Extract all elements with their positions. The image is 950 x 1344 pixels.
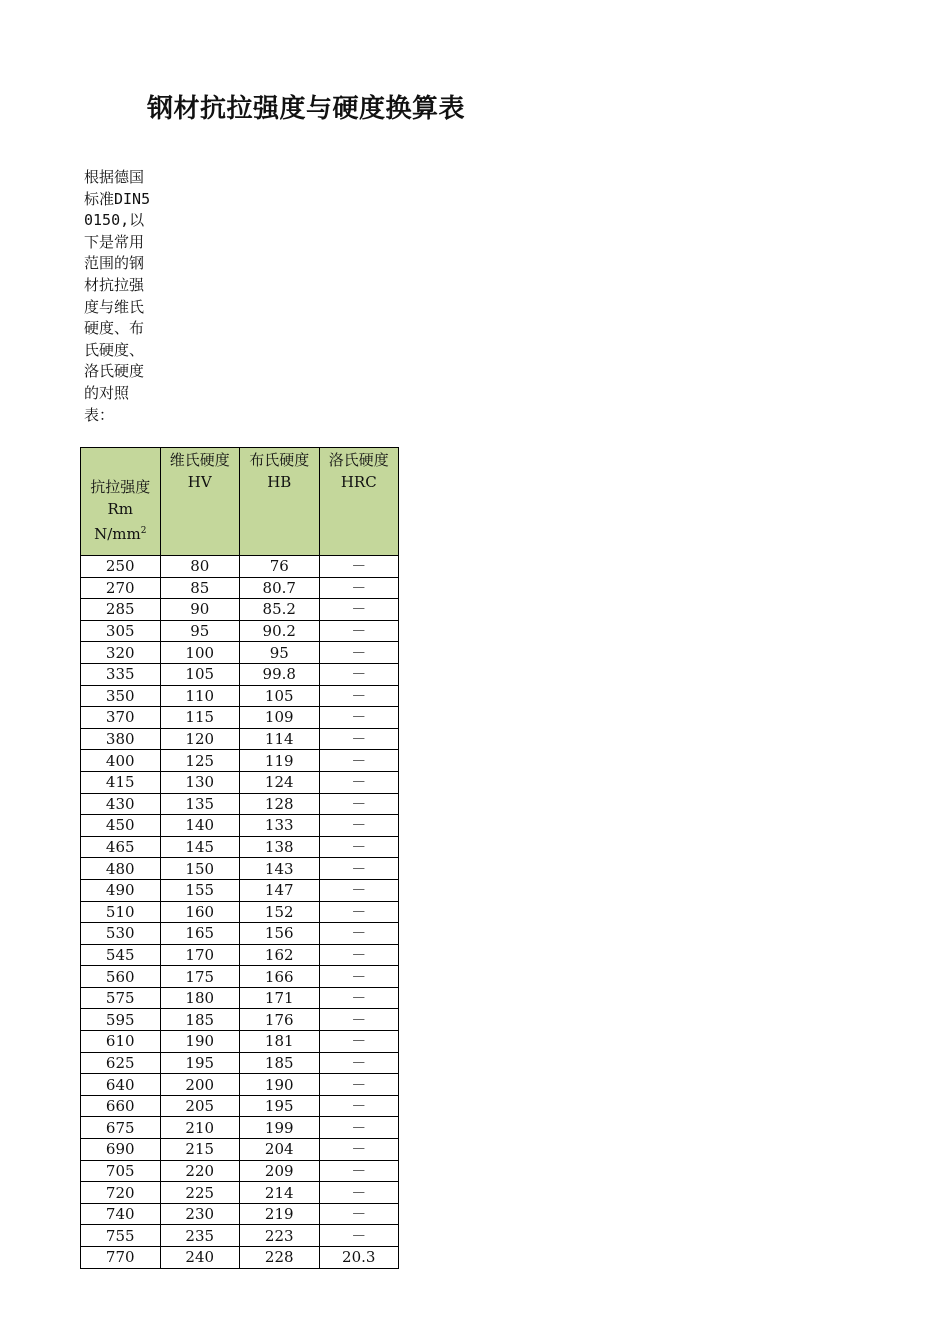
header-label: 维氏硬度 [169, 451, 230, 469]
cell-tensile-strength: 380 [81, 728, 161, 750]
cell-rockwell: － [319, 1074, 399, 1096]
hardness-conversion-table [80, 447, 399, 1269]
cell-brinell: 214 [240, 1182, 320, 1204]
cell-tensile-strength: 610 [81, 1031, 161, 1053]
table-row [81, 1009, 399, 1031]
cell-vickers: 90 [160, 599, 240, 621]
cell-vickers: 155 [160, 879, 240, 901]
table-row [81, 836, 399, 858]
table-row [81, 1095, 399, 1117]
cell-brinell: 176 [240, 1009, 320, 1031]
cell-rockwell: － [319, 750, 399, 772]
cell-tensile-strength: 560 [81, 966, 161, 988]
cell-tensile-strength: 770 [81, 1247, 161, 1269]
cell-rockwell: － [319, 858, 399, 880]
cell-rockwell: － [319, 815, 399, 837]
page-title: 钢材抗拉强度与硬度换算表 [147, 94, 466, 124]
table-row [81, 1203, 399, 1225]
cell-tensile-strength: 370 [81, 707, 161, 729]
cell-rockwell: － [319, 1031, 399, 1053]
cell-brinell: 190 [240, 1074, 320, 1096]
cell-tensile-strength: 690 [81, 1139, 161, 1161]
cell-vickers: 195 [160, 1052, 240, 1074]
cell-tensile-strength: 755 [81, 1225, 161, 1247]
cell-rockwell: － [319, 987, 399, 1009]
cell-rockwell: － [319, 707, 399, 729]
table-row [81, 685, 399, 707]
cell-brinell: 143 [240, 858, 320, 880]
cell-rockwell: － [319, 879, 399, 901]
cell-vickers: 190 [160, 1031, 240, 1053]
cell-rockwell: － [319, 1139, 399, 1161]
table-row [81, 1160, 399, 1182]
cell-tensile-strength: 530 [81, 923, 161, 945]
cell-tensile-strength: 270 [81, 577, 161, 599]
cell-rockwell: － [319, 1182, 399, 1204]
cell-tensile-strength: 740 [81, 1203, 161, 1225]
cell-tensile-strength: 285 [81, 599, 161, 621]
cell-vickers: 135 [160, 793, 240, 815]
cell-vickers: 230 [160, 1203, 240, 1225]
cell-vickers: 105 [160, 663, 240, 685]
cell-rockwell: － [319, 556, 399, 578]
cell-tensile-strength: 450 [81, 815, 161, 837]
cell-brinell: 147 [240, 879, 320, 901]
cell-vickers: 240 [160, 1247, 240, 1269]
table-header-row [81, 448, 399, 556]
cell-tensile-strength: 705 [81, 1160, 161, 1182]
cell-vickers: 145 [160, 836, 240, 858]
cell-tensile-strength: 720 [81, 1182, 161, 1204]
table-row [81, 663, 399, 685]
cell-vickers: 205 [160, 1095, 240, 1117]
cell-rockwell: － [319, 1009, 399, 1031]
table-row [81, 577, 399, 599]
cell-brinell: 219 [240, 1203, 320, 1225]
cell-brinell: 105 [240, 685, 320, 707]
header-symbol: HV [187, 473, 212, 491]
table-row [81, 620, 399, 642]
cell-vickers: 85 [160, 577, 240, 599]
cell-rockwell: － [319, 966, 399, 988]
cell-tensile-strength: 545 [81, 944, 161, 966]
cell-brinell: 185 [240, 1052, 320, 1074]
cell-brinell: 95 [240, 642, 320, 664]
cell-tensile-strength: 625 [81, 1052, 161, 1074]
header-symbol: Rm [107, 500, 134, 518]
cell-brinell: 119 [240, 750, 320, 772]
cell-vickers: 175 [160, 966, 240, 988]
cell-rockwell: － [319, 728, 399, 750]
cell-rockwell: － [319, 901, 399, 923]
table-row [81, 1117, 399, 1139]
cell-brinell: 109 [240, 707, 320, 729]
cell-vickers: 130 [160, 771, 240, 793]
table-row [81, 944, 399, 966]
cell-rockwell: － [319, 771, 399, 793]
header-symbol: HRC [340, 473, 377, 491]
cell-vickers: 95 [160, 620, 240, 642]
header-unit: $N/mm^2$ [94, 525, 147, 543]
cell-tensile-strength: 490 [81, 879, 161, 901]
table-row [81, 879, 399, 901]
cell-rockwell: － [319, 685, 399, 707]
cell-tensile-strength: 510 [81, 901, 161, 923]
cell-brinell: 162 [240, 944, 320, 966]
cell-rockwell: － [319, 663, 399, 685]
table-row [81, 1052, 399, 1074]
cell-tensile-strength: 400 [81, 750, 161, 772]
table-row [81, 556, 399, 578]
table-row [81, 923, 399, 945]
table-row [81, 858, 399, 880]
table-row [81, 1139, 399, 1161]
cell-brinell: 80.7 [240, 577, 320, 599]
cell-brinell: 181 [240, 1031, 320, 1053]
cell-brinell: 85.2 [240, 599, 320, 621]
cell-tensile-strength: 305 [81, 620, 161, 642]
cell-brinell: 76 [240, 556, 320, 578]
table-row [81, 901, 399, 923]
cell-brinell: 99.8 [240, 663, 320, 685]
cell-vickers: 140 [160, 815, 240, 837]
table-row [81, 707, 399, 729]
table-row [81, 1247, 399, 1269]
cell-brinell: 138 [240, 836, 320, 858]
cell-brinell: 195 [240, 1095, 320, 1117]
cell-vickers: 220 [160, 1160, 240, 1182]
cell-tensile-strength: 465 [81, 836, 161, 858]
cell-vickers: 165 [160, 923, 240, 945]
cell-rockwell: － [319, 944, 399, 966]
cell-brinell: 209 [240, 1160, 320, 1182]
cell-vickers: 125 [160, 750, 240, 772]
table-row [81, 966, 399, 988]
cell-tensile-strength: 575 [81, 987, 161, 1009]
table-row [81, 1031, 399, 1053]
table-row [81, 1182, 399, 1204]
cell-vickers: 170 [160, 944, 240, 966]
cell-vickers: 115 [160, 707, 240, 729]
cell-tensile-strength: 250 [81, 556, 161, 578]
cell-brinell: 90.2 [240, 620, 320, 642]
cell-vickers: 200 [160, 1074, 240, 1096]
cell-rockwell: － [319, 793, 399, 815]
cell-brinell: 124 [240, 771, 320, 793]
header-vickers [160, 448, 240, 556]
cell-vickers: 150 [160, 858, 240, 880]
cell-rockwell: － [319, 1160, 399, 1182]
cell-tensile-strength: 335 [81, 663, 161, 685]
cell-tensile-strength: 480 [81, 858, 161, 880]
cell-rockwell: － [319, 577, 399, 599]
header-rockwell [319, 448, 399, 556]
cell-rockwell: － [319, 923, 399, 945]
cell-vickers: 120 [160, 728, 240, 750]
cell-brinell: 114 [240, 728, 320, 750]
intro-text: 根据德国标准DIN50150,以下是常用范围的钢材抗拉强度与维氏硬度、布氏硬度、洛氏硬度的对照表： [84, 168, 151, 424]
cell-tensile-strength: 640 [81, 1074, 161, 1096]
cell-vickers: 185 [160, 1009, 240, 1031]
cell-brinell: 228 [240, 1247, 320, 1269]
cell-tensile-strength: 320 [81, 642, 161, 664]
cell-tensile-strength: 430 [81, 793, 161, 815]
cell-vickers: 225 [160, 1182, 240, 1204]
cell-rockwell: － [319, 620, 399, 642]
table-row [81, 771, 399, 793]
cell-vickers: 210 [160, 1117, 240, 1139]
cell-vickers: 215 [160, 1139, 240, 1161]
cell-brinell: 204 [240, 1139, 320, 1161]
cell-tensile-strength: 675 [81, 1117, 161, 1139]
cell-rockwell: － [319, 1225, 399, 1247]
cell-vickers: 110 [160, 685, 240, 707]
cell-brinell: 199 [240, 1117, 320, 1139]
cell-rockwell: － [319, 836, 399, 858]
cell-brinell: 133 [240, 815, 320, 837]
cell-vickers: 80 [160, 556, 240, 578]
cell-brinell: 152 [240, 901, 320, 923]
cell-rockwell: － [319, 642, 399, 664]
cell-brinell: 166 [240, 966, 320, 988]
cell-rockwell: － [319, 1117, 399, 1139]
cell-tensile-strength: 415 [81, 771, 161, 793]
cell-rockwell: － [319, 599, 399, 621]
cell-brinell: 171 [240, 987, 320, 1009]
table-row [81, 987, 399, 1009]
cell-vickers: 180 [160, 987, 240, 1009]
cell-tensile-strength: 660 [81, 1095, 161, 1117]
table-row [81, 728, 399, 750]
table-row [81, 1074, 399, 1096]
table-row [81, 750, 399, 772]
header-brinell [240, 448, 320, 556]
table-row [81, 599, 399, 621]
header-label: 抗拉强度 [90, 478, 151, 496]
cell-tensile-strength: 350 [81, 685, 161, 707]
cell-brinell: 128 [240, 793, 320, 815]
header-symbol: HB [267, 473, 292, 491]
cell-vickers: 100 [160, 642, 240, 664]
cell-rockwell: 20.3 [319, 1247, 399, 1269]
cell-rockwell: － [319, 1052, 399, 1074]
table-row [81, 1225, 399, 1247]
header-tensile-strength [81, 448, 161, 556]
cell-vickers: 160 [160, 901, 240, 923]
table-row [81, 815, 399, 837]
table-row [81, 642, 399, 664]
table-row [81, 793, 399, 815]
cell-rockwell: － [319, 1203, 399, 1225]
header-label: 洛氏硬度 [328, 451, 389, 469]
cell-vickers: 235 [160, 1225, 240, 1247]
cell-rockwell: － [319, 1095, 399, 1117]
header-label: 布氏硬度 [249, 451, 310, 469]
cell-brinell: 223 [240, 1225, 320, 1247]
cell-brinell: 156 [240, 923, 320, 945]
cell-tensile-strength: 595 [81, 1009, 161, 1031]
